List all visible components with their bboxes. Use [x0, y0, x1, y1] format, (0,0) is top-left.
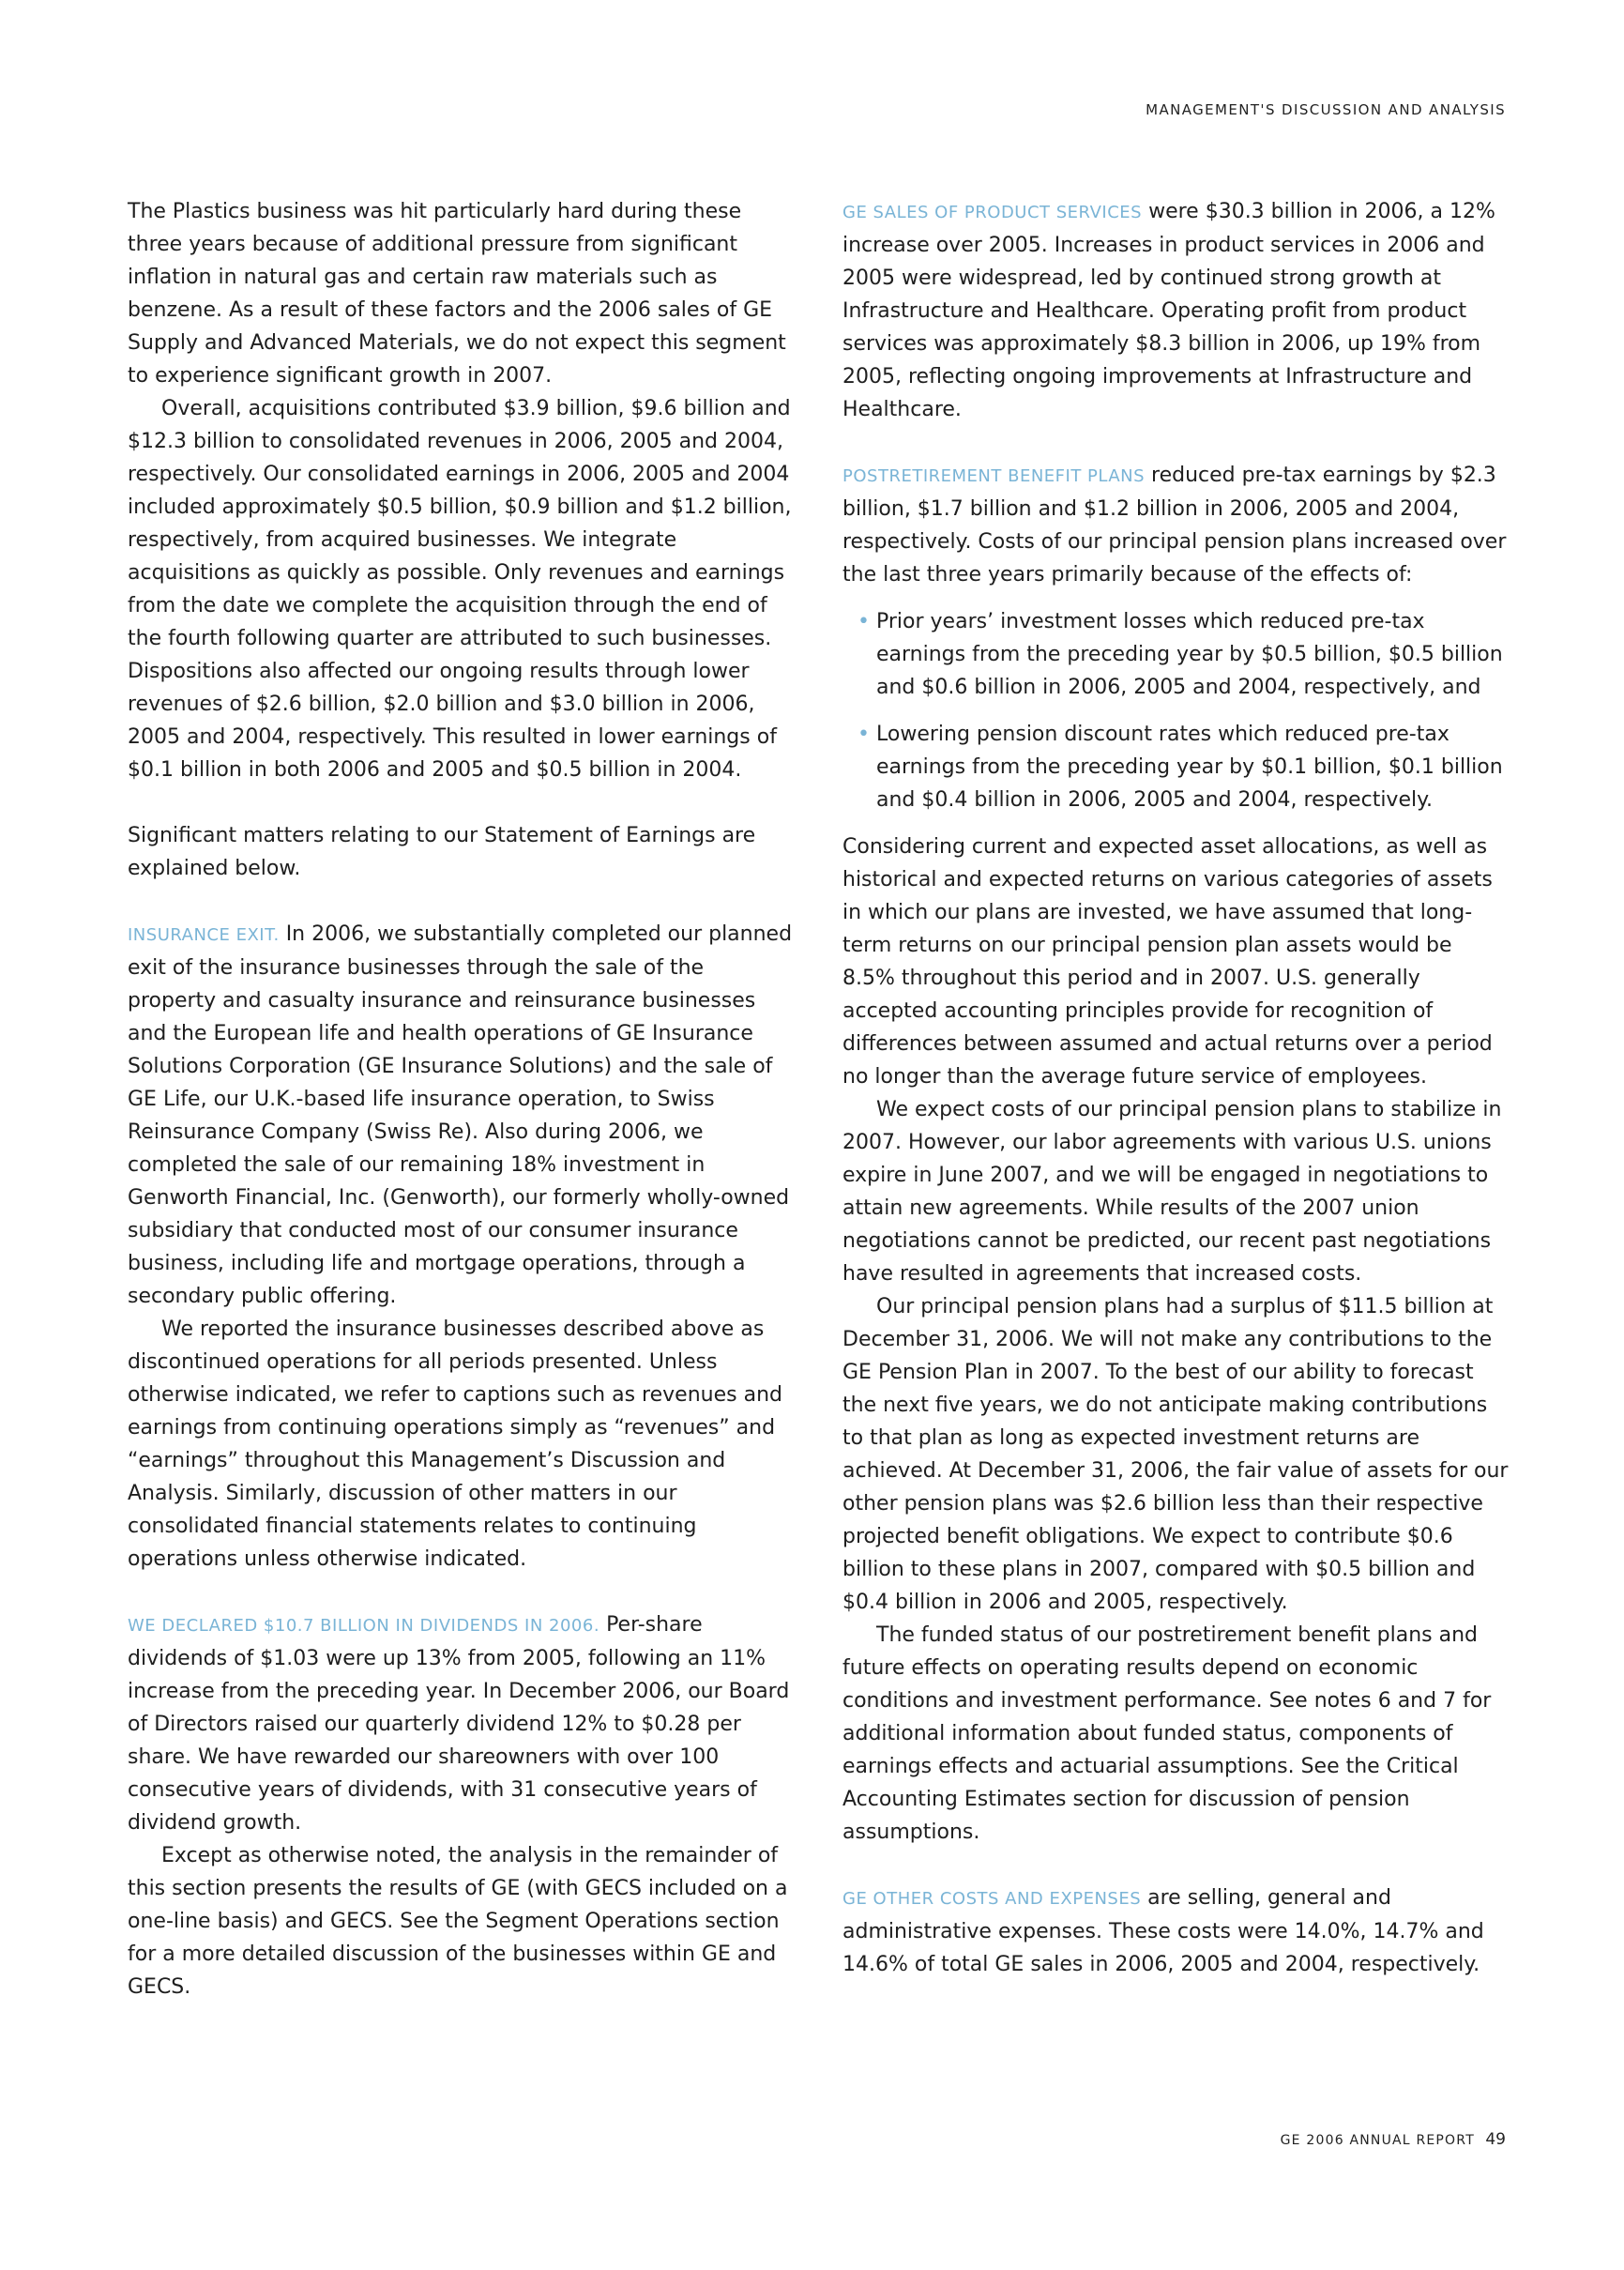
paragraph-postretirement: [842, 459, 1510, 591]
paragraph-pension-costs: We expect costs of our principal pension plans to stabilize in 2007. However, our labor agreements with various U.S. unions expire in June 2007, and we will be engaged in negotiations to attain new agreements. While results of the 2007 union negotiations cannot be predicted, our recent past negotiations have resulted in agreements that increased costs.: [842, 1098, 1502, 1286]
paragraph-other-costs: [842, 1882, 1510, 1981]
other-costs-heading: GE OTHER COSTS AND EXPENSES: [842, 1889, 1142, 1909]
paragraph-asset-allocations: Considering current and expected asset allocations, as well as historical and expected returns on various categories of assets in which our plans are invested, we have assumed that long-term returns on our principal pension plan assets would be 8.5% throughout this period and in 2007. U.S. generally accepted accounting principles provide for recognition of differences between assumed and actual returns over a period no longer than the average future service of employees.: [842, 835, 1493, 1089]
paragraph-funded-status: The funded status of our postretirement benefit plans and future effects on operating results depend on economic conditions and investment performance. See notes 6 and 7 for additional information about funded status, components of earnings effects and actuarial assumptions. See the Critical Accounting Estimates section for discussion of pension assumptions.: [842, 1623, 1492, 1844]
other-costs-text: are selling, general and administrative expenses. These costs were 14.0%, 14.7% and 14.6% of total GE sales in 2006, 2005 and 2004, respectively.: [842, 1886, 1484, 1976]
list-item: • Prior years’ investment losses which reduced pre-tax earnings from the preceding year by $0.5 billion, $0.5 billion and $0.6 billion in 2006, 2005 and 2004, respectively, and: [876, 605, 1510, 704]
dividends-heading: WE DECLARED $10.7 BILLION IN DIVIDENDS IN 2006.: [128, 1616, 600, 1636]
dividends-text: Per-share dividends of $1.03 were up 13% from 2005, following an 11% increase from the preceding year. In December 2006, our Board of Directors raised our quarterly dividend 12% to $0.28 per share. We have rewarded our shareowners with over 100 consecutive years of dividends, with 31 consecutive years of dividend growth.: [128, 1613, 790, 1835]
paragraph-pension-surplus: Our principal pension plans had a surplus of $11.5 billion at December 31, 2006. We will not make any contributions to the GE Pension Plan in 2007. To the best of our ability to forecast the next five years, we do not anticipate making contributions to that plan as long as expected investment returns are achieved. At December 31, 2006, the fair value of assets for our other pension plans was $2.6 billion less than their respective projected benefit obligations. We expect to contribute $0.6 billion to these plans in 2007, compared with $0.5 billion and $0.4 billion in 2006 and 2005, respectively.: [842, 1295, 1509, 1614]
paragraph-product-services: [842, 195, 1510, 426]
page-number: 49: [1485, 2130, 1506, 2149]
section-header: MANAGEMENT'S DISCUSSION AND ANALYSIS: [1146, 101, 1506, 118]
pension-effects-list: [842, 605, 1510, 816]
insurance-exit-heading: INSURANCE EXIT.: [128, 925, 280, 945]
product-services-heading: GE SALES OF PRODUCT SERVICES: [842, 203, 1143, 222]
paragraph-insurance-exit: [128, 918, 795, 1313]
right-column: [842, 195, 1510, 1981]
paragraph-acquisitions: Overall, acquisitions contributed $3.9 billion, $9.6 billion and $12.3 billion to consolidated revenues in 2006, 2005 and 2004, respectively. Our consolidated earnings in 2006, 2005 and 2004 included approximately $0.5 billion, $0.9 billion and $1.2 billion, respectively, from acquired businesses. We integrate acquisitions as quickly as possible. Only revenues and earnings from the date we complete the acquisition through the end of the fourth following quarter are attributed to such businesses. Dispositions also affected our ongoing results through lower revenues of $2.6 billion, $2.0 billion and $3.0 billion in 2006, 2005 and 2004, respectively. This resulted in lower earnings of $0.1 billion in both 2006 and 2005 and $0.5 billion in 2004.: [128, 397, 792, 782]
insurance-exit-text: In 2006, we substantially completed our planned exit of the insurance businesses through the sale of the property and casualty insurance and reinsurance businesses and the European life and health operations of GE Insurance Solutions Corporation (GE Insurance Solutions) and the sale of GE Life, our U.K.-based life insurance operation, to Swiss Reinsurance Company (Swiss Re). Also during 2006, we completed the sale of our remaining 18% investment in Genworth Financial, Inc. (Genworth), our formerly wholly-owned subsidiary that conducted most of our consumer insurance business, including life and mortgage operations, through a secondary public offering.: [128, 922, 793, 1308]
postretirement-text: reduced pre-tax earnings by $2.3 billion, $1.7 billion and $1.2 billion in 2006, 2005 and 2004, respectively. Costs of our principal pension plans increased over the last three years primarily because of the effects of:: [842, 464, 1507, 587]
paragraph-significant-matters: Significant matters relating to our Statement of Earnings are explained below.: [128, 824, 756, 880]
postretirement-heading: POSTRETIREMENT BENEFIT PLANS: [842, 466, 1146, 486]
paragraph-discontinued-operations: We reported the insurance businesses described above as discontinued operations for all periods presented. Unless otherwise indicated, we refer to captions such as revenues and earnings from continuing operations simply as “revenues” and “earnings” throughout this Management’s Discussion and Analysis. Similarly, discussion of other matters in our consolidated financial statements relates to continuing operations unless otherwise indicated.: [128, 1318, 782, 1571]
paragraph-analysis-note: Except as otherwise noted, the analysis in the remainder of this section presents the results of GE (with GECS included on a one-line basis) and GECS. See the Segment Operations section for a more detailed discussion of the businesses within GE and GECS.: [128, 1844, 788, 1999]
report-label: GE 2006 ANNUAL REPORT: [1280, 2133, 1475, 2148]
paragraph-plastics: The Plastics business was hit particularly hard during these three years because of additional pressure from significant inflation in natural gas and certain raw materials such as benzene. As a result of these factors and the 2006 sales of GE Supply and Advanced Materials, we do not expect this segment to experience significant growth in 2007.: [128, 200, 786, 388]
left-column: [128, 195, 795, 2003]
product-services-text: were $30.3 billion in 2006, a 12% increase over 2005. Increases in product services in 2006 and 2005 were widespread, led by continued strong growth at Infrastructure and Healthcare. Operating profit from product services was approximately $8.3 billion in 2006, up 19% from 2005, reflecting ongoing improvements at Infrastructure and Healthcare.: [842, 200, 1495, 421]
list-item: • Lowering pension discount rates which reduced pre-tax earnings from the preceding year by $0.1 billion, $0.1 billion and $0.4 billion in 2006, 2005 and 2004, respectively.: [876, 718, 1510, 816]
page-footer: [1281, 2130, 1506, 2149]
paragraph-dividends: [128, 1608, 795, 1839]
